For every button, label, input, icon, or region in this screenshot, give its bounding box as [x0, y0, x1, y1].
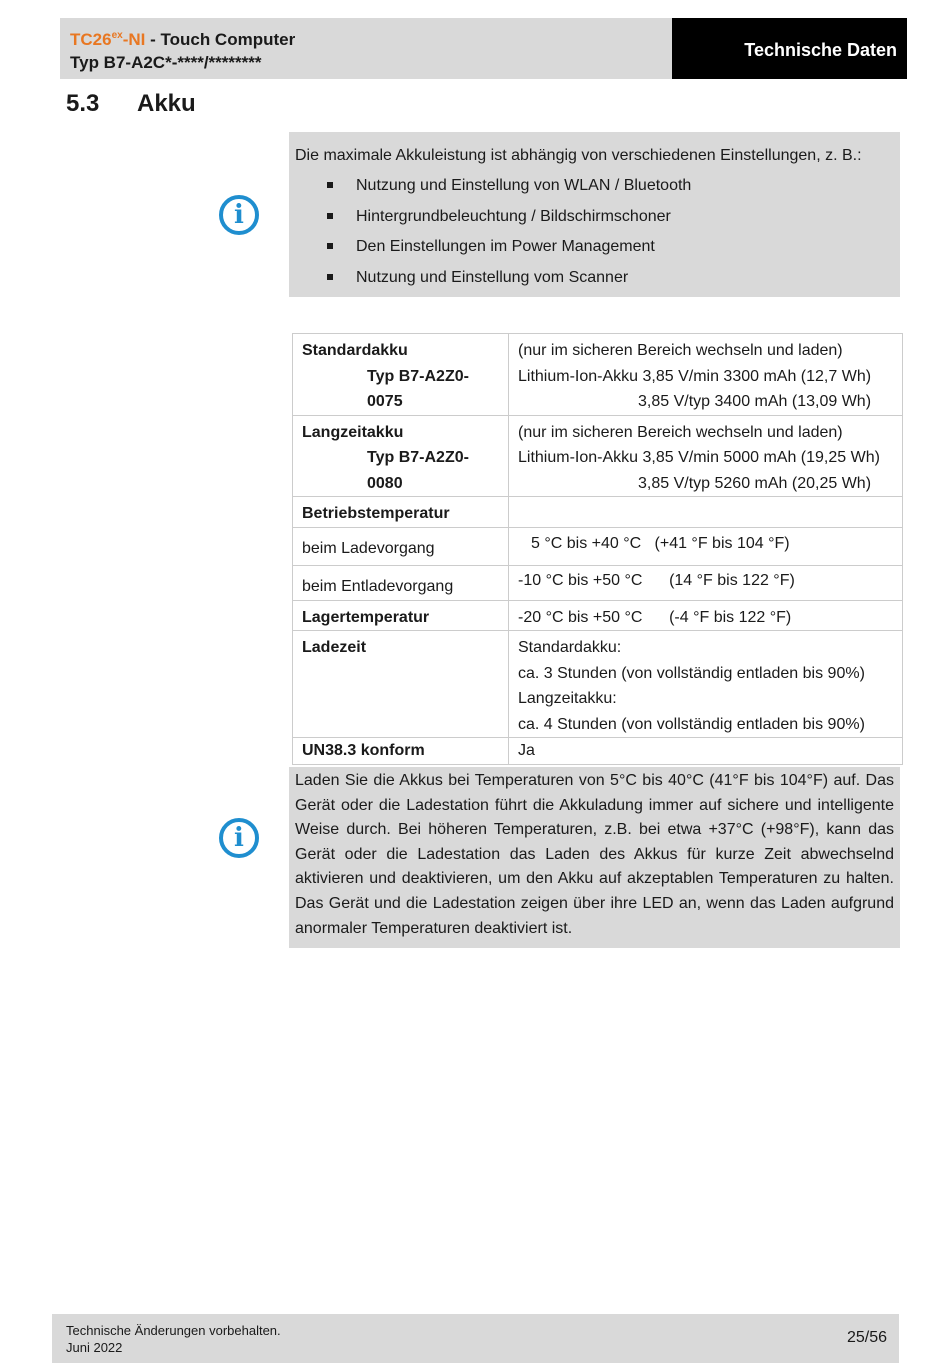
section-title: Akku: [137, 90, 196, 117]
brand-name: $TC26^{ex}-NI$: [70, 30, 146, 49]
section-heading: [66, 90, 196, 118]
note-intro: Die maximale Akkuleistung ist abhängig von verschiedenen Einstellungen, z. B.:: [295, 147, 862, 164]
table-value-cell: 5 °C bis +40 °C (+41 °F bis 104 °F): [509, 527, 903, 566]
table-label-cell: Lagertemperatur: [293, 600, 509, 631]
table-value-cell: Ja: [509, 738, 903, 765]
table-row: [293, 334, 903, 416]
table-row: [293, 738, 903, 765]
header-type-line: Typ B7-A2C*-****/********: [70, 53, 262, 72]
table-value-cell: (nur im sicheren Bereich wechseln und laden) Lithium-Ion-Akku 3,85 V/min 3300 mAh (12,7 Wh) 3,85 V/typ 3400 mAh (13,09 Wh): [509, 334, 903, 416]
footer-info: [66, 1322, 281, 1356]
info-icon: i: [219, 195, 259, 235]
list-item: Den Einstellungen im Power Management: [295, 237, 900, 257]
table-value-cell: -20 °C bis +50 °C (-4 °F bis 122 °F): [509, 600, 903, 631]
list-item: Nutzung und Einstellung von WLAN / Bluetooth: [295, 176, 900, 196]
info-note-battery-performance: [289, 132, 900, 297]
table-label-cell: Langzeitakku Typ B7-A2Z0-0080: [293, 415, 509, 497]
table-label-cell: beim Ladevorgang: [293, 527, 509, 566]
table-row: [293, 497, 903, 528]
table-value-cell: (nur im sicheren Bereich wechseln und laden) Lithium-Ion-Akku 3,85 V/min 5000 mAh (19,25 Wh) 3,85 V/typ 5260 mAh (20,25 Wh): [509, 415, 903, 497]
table-value-cell: [509, 497, 903, 528]
table-value-cell: -10 °C bis +50 °C (14 °F bis 122 °F): [509, 566, 903, 601]
table-row: [293, 600, 903, 631]
info-note-charging-temperature: Laden Sie die Akkus bei Temperaturen von 5°C bis 40°C (41°F bis 104°F) auf. Das Gerät oder die Ladestation führt die Akkuladung immer auf sichere und intelligente Weise durch. Bei höheren Temperaturen, z.B. bei etwa +37°C (+98°F), kann das Gerät oder die Ladestation das Laden des Akkus für kurze Zeit abwechselnd aktivieren und deaktivieren, um den Akku auf akzeptablen Temperaturen zu halten. Das Gerät und die Ladestation zeigen über ihre LED an, wenn das Laden aufgrund anormaler Temperaturen deaktiviert ist.: [289, 767, 900, 948]
page-header: [60, 18, 672, 79]
settings-list: [295, 176, 900, 288]
table-label-cell: UN38.3 konform: [293, 738, 509, 765]
product-name: - Touch Computer: [145, 30, 296, 49]
table-row: [293, 566, 903, 601]
table-label-cell: beim Entladevorgang: [293, 566, 509, 601]
table-label-cell: Ladezeit: [293, 631, 509, 738]
footer-date: Juni 2022: [66, 1340, 123, 1355]
table-row: [293, 527, 903, 566]
page-footer: [52, 1314, 899, 1363]
page-number: 25/56: [846, 1329, 887, 1346]
header-product-line: [70, 25, 672, 51]
section-tab: Technische Daten: [672, 18, 907, 79]
list-item: Nutzung und Einstellung vom Scanner: [295, 268, 900, 288]
battery-spec-table: [292, 333, 903, 765]
table-label-cell: Standardakku Typ B7-A2Z0-0075: [293, 334, 509, 416]
table-row: [293, 631, 903, 738]
footer-disclaimer: Technische Änderungen vorbehalten.: [66, 1323, 281, 1338]
list-item: Hintergrundbeleuchtung / Bildschirmschoner: [295, 207, 900, 227]
table-value-cell: Standardakku: ca. 3 Stunden (von vollständig entladen bis 90%) Langzeitakku: ca. 4 Stunden (von vollständig entladen bis 90%): [509, 631, 903, 738]
table-label-cell: Betriebstemperatur: [293, 497, 509, 528]
table-row: [293, 415, 903, 497]
section-number: 5.3: [66, 90, 100, 117]
info-icon: i: [219, 818, 259, 858]
